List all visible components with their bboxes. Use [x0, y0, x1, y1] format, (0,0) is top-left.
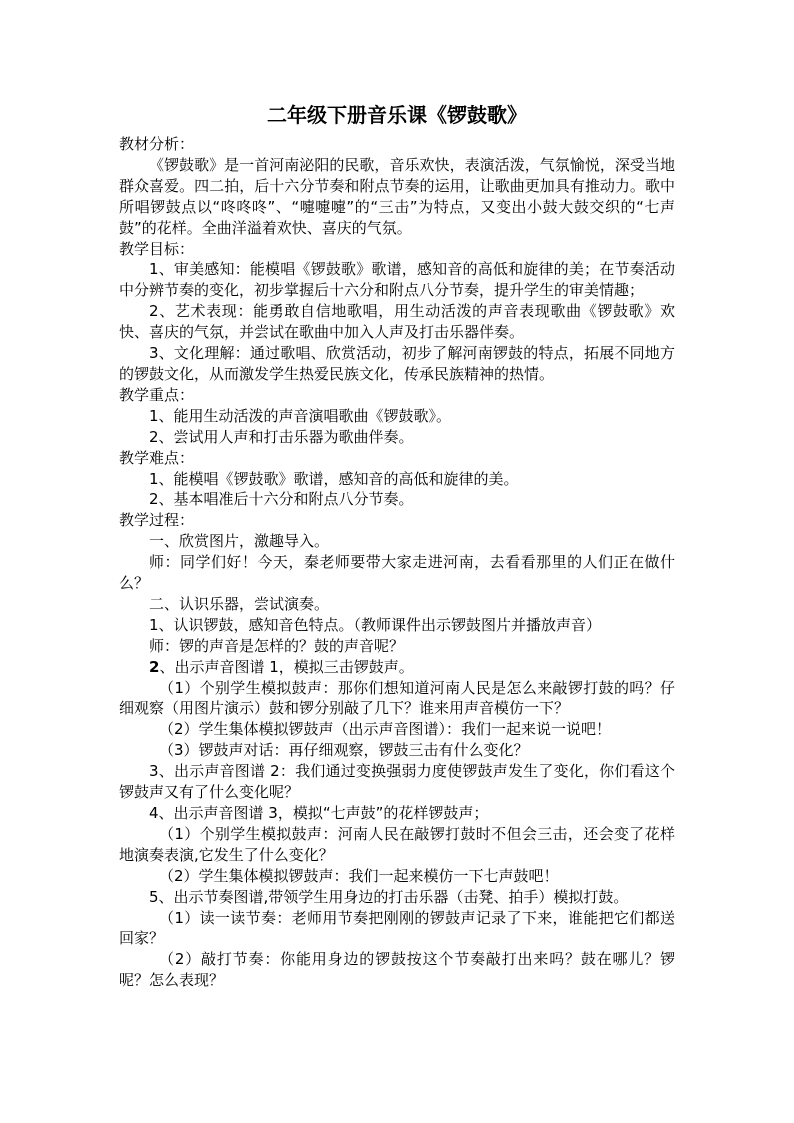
- process-step-2-5: 5、出示节奏图谱,带领学生用身边的打击乐器（击凳、拍手）模拟打鼓。: [149, 887, 629, 906]
- document-page: [119, 100, 675, 991]
- goal-item-1: 1、审美感知：能模唱《锣鼓歌》歌谱，感知音的高低和旋律的美；在节奏活动中分辨节奏的变化，初步掌握后十六分和附点八分节奏，提升学生的审美情趣；: [119, 260, 675, 300]
- process-step-2-4: 4、出示声音图谱 3，模拟“七声鼓”的花样锣鼓声；: [149, 804, 489, 822]
- process-step-2-2-a: （1）个别学生模拟鼓声：那你们想知道河南人民是怎么来敲锣打鼓的吗？仔细观察（用图片演示）鼓和锣分别敲了几下？谁来用声音模仿一下？: [119, 678, 675, 718]
- difficulties-heading: 教学难点：: [119, 448, 195, 467]
- analysis-heading: 教材分析：: [119, 135, 195, 153]
- process-step-2-5-a: （1）读一读节奏：老师用节奏把刚刚的锣鼓声记录了下来，谁能把它们都送回家？: [119, 908, 675, 948]
- process-step-2: 二、认识乐器，尝试演奏。: [149, 594, 330, 613]
- key-points-heading: 教学重点：: [119, 385, 195, 404]
- process-step-2-4-b: （2）学生集体模拟锣鼓声：我们一起来模仿一下七声鼓吧！: [159, 866, 559, 885]
- process-step-2-1: 1、认识锣鼓，感知音色特点。（教师课件出示锣鼓图片并播放声音）: [149, 615, 602, 634]
- process-step-2-5-b: （2）敲打节奏：你能用身边的锣鼓按这个节奏敲打出来吗？鼓在哪儿？锣呢？怎么表现？: [119, 950, 675, 990]
- key-point-1: 1、能用生动活泼的声音演唱歌曲《锣鼓歌》。: [149, 406, 452, 425]
- difficulty-2: 2、基本唱准后十六分和附点八分节奏。: [149, 490, 414, 509]
- process-step-2-2-b: （2）学生集体模拟锣鼓声（出示声音图谱）：我们一起来说一说吧！: [159, 720, 612, 739]
- process-step-2-1-question: 师：锣的声音是怎样的？鼓的声音呢？: [149, 636, 405, 655]
- goal-item-3: 3、文化理解：通过歌唱、欣赏活动，初步了解河南锣鼓的特点，拓展不同地方的锣鼓文化，从而激发学生热爱民族文化，传承民族精神的热情。: [119, 344, 675, 383]
- key-point-2: 2、尝试用人声和打击乐器为歌曲伴奏。: [149, 427, 414, 446]
- difficulty-1: 1、能模唱《锣鼓歌》歌谱，感知音的高低和旋律的美。: [149, 469, 519, 488]
- process-step-2-2-c: （3）锣鼓声对话：再仔细观察，锣鼓三击有什么变化？: [159, 741, 529, 760]
- process-step-2-2-number: 2: [149, 657, 160, 676]
- process-step-1: 一、欣赏图片，激趣导入。: [149, 532, 330, 551]
- process-step-2-3: 3、出示声音图谱 2：我们通过变换强弱力度使锣鼓声发生了变化，你们看这个锣鼓声又有了什么变化呢？: [119, 762, 675, 802]
- process-step-2-4-a: （1）个别学生模拟鼓声：河南人民在敲锣打鼓时不但会三击，还会变了花样地演奏表演,它发生了什么变化？: [119, 824, 675, 864]
- analysis-body: 《锣鼓歌》是一首河南泌阳的民歌，音乐欢快，表演活泼，气氛愉悦，深受当地群众喜爱。四二拍，后十六分节奏和附点节奏的运用，让歌曲更加具有推动力。歌中所唱锣鼓点以“咚咚咚”、“嚏嚏嚏”的“三击”为特点，又变出小鼓大鼓交织的“七声鼓”的花样。全曲洋溢着欢快、喜庆的气氛。: [119, 155, 675, 237]
- document-title: 二年级下册音乐课《锣鼓歌》: [267, 103, 527, 127]
- process-step-2-2-text: 、出示声音图谱 1，模拟三击锣鼓声。: [159, 657, 414, 676]
- process-step-1-text: 师：同学们好！今天，秦老师要带大家走进河南，去看看那里的人们正在做什么？: [119, 553, 675, 593]
- process-step-2-2: [119, 657, 675, 678]
- goal-item-2: 2、艺术表现：能勇敢自信地歌唱，用生动活泼的声音表现歌曲《锣鼓歌》欢快、喜庆的气氛，并尝试在歌曲中加入人声及打击乐器伴奏。: [119, 302, 675, 342]
- goals-heading: 教学目标：: [119, 239, 195, 258]
- process-heading: 教学过程：: [119, 511, 195, 530]
